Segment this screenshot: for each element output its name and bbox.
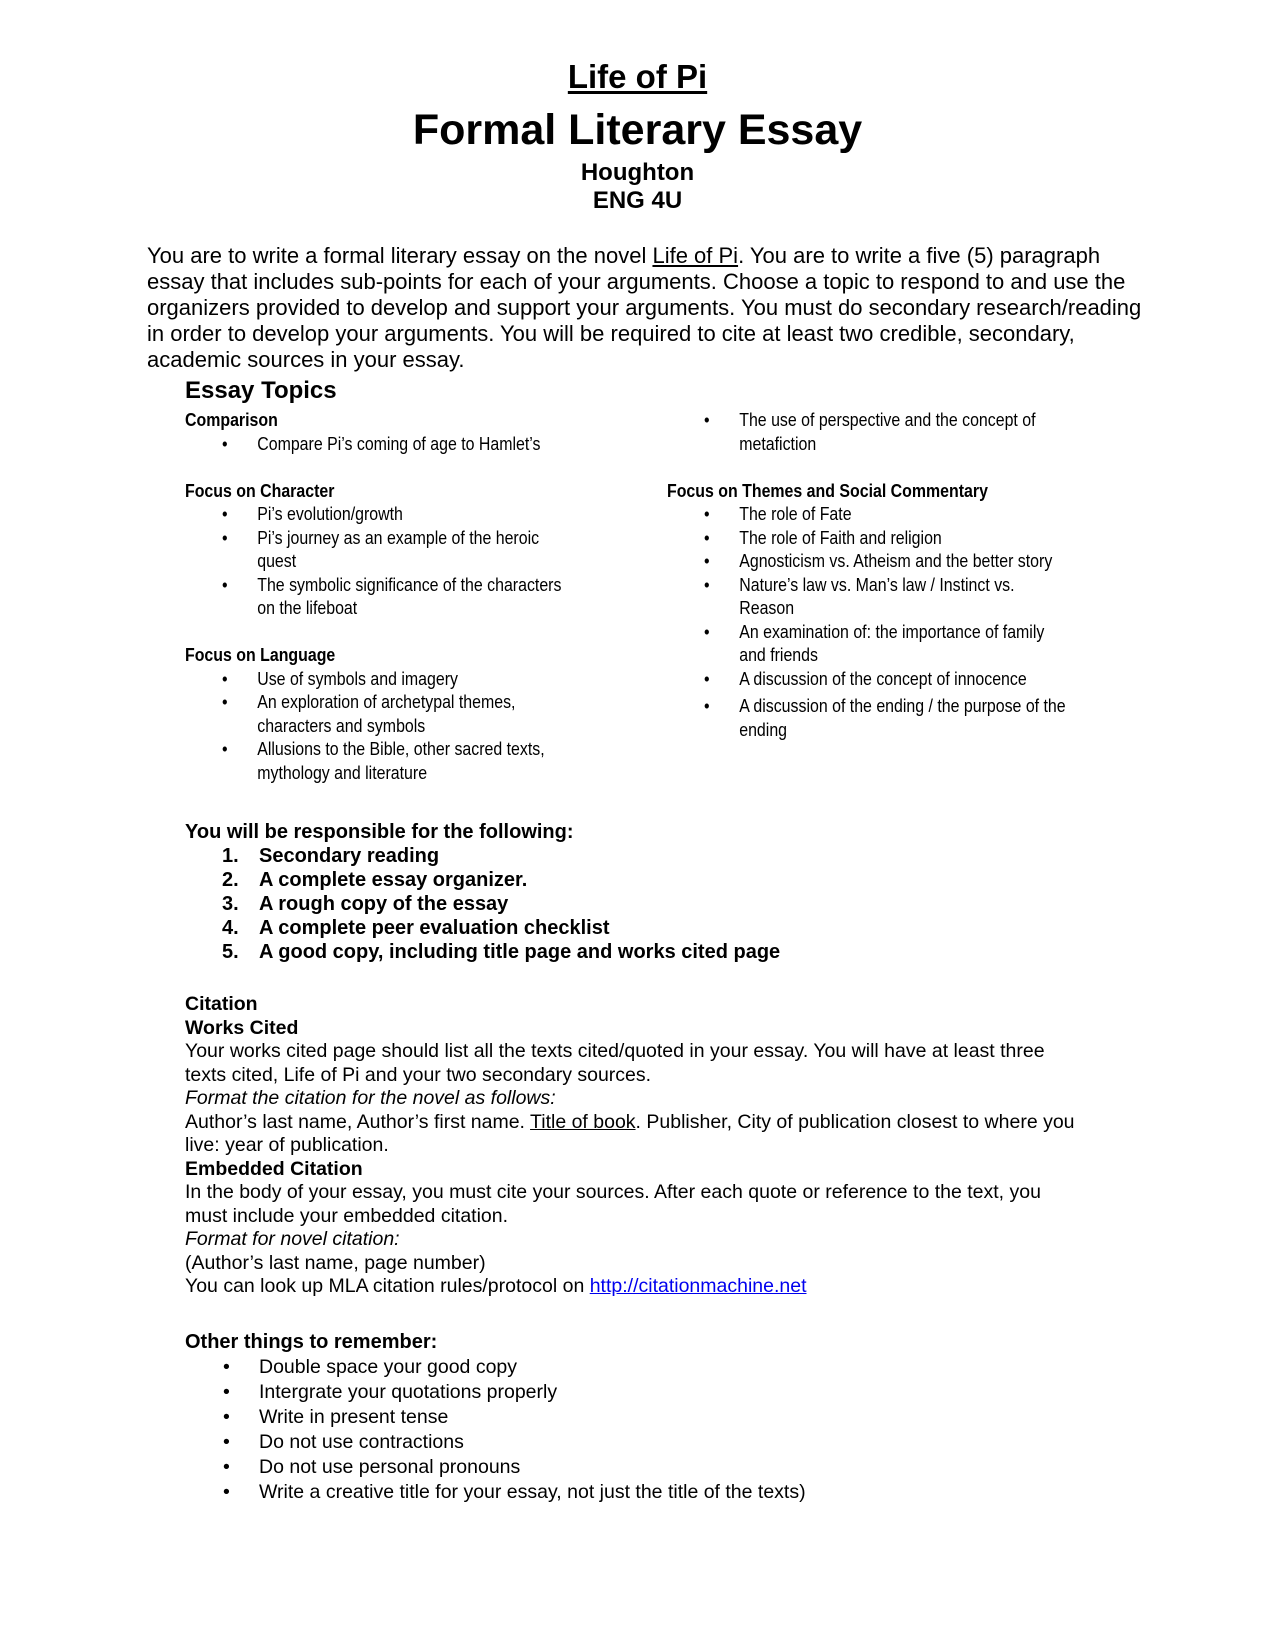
list-item: • Double space your good copy xyxy=(185,1355,1085,1380)
other-things-heading: Other things to remember: xyxy=(185,1331,438,1353)
citation-heading: Citation xyxy=(185,993,258,1015)
citation-format: Author’s last name, Author’s first name. Title of book. Publisher, City of publication closest to where you live: year of publication. xyxy=(185,1110,1075,1156)
responsibilities-list xyxy=(185,844,780,964)
list-item: • Allusions to the Bible, other sacred texts, mythology and literature xyxy=(185,737,581,784)
comparison-list-continued xyxy=(667,408,1071,455)
list-item: • The role of Fate xyxy=(667,502,1071,526)
works-cited-heading: Works Cited xyxy=(185,1016,299,1039)
essay-topics-heading: Essay Topics xyxy=(185,377,337,404)
list-item: 4. A complete peer evaluation checklist xyxy=(222,917,610,939)
lookup-line: You can look up MLA citation rules/protocol on http://citationmachine.net xyxy=(185,1275,807,1297)
citation-section xyxy=(185,993,1085,1299)
themes-list xyxy=(667,502,1071,741)
list-item: 3. A rough copy of the essay xyxy=(222,893,509,915)
document-title: Life of Pi xyxy=(567,58,708,95)
intro-paragraph: You are to write a formal literary essay on the novel Life of Pi. You are to write a five (5) paragraph essay that includes sub-points for each of your arguments. Choose a topic to respond to and use the organizers provided to develop and support your arguments. You must do secondary research/reading in order to develop your arguments. You will be required to cite at least two credible, secondary, academic sources in your essay. xyxy=(147,243,1142,372)
course-code: ENG 4U xyxy=(592,187,683,214)
works-cited-text: Your works cited page should list all the texts cited/quoted in your essay. You will have at least three texts cited, Life of Pi and your two secondary sources. xyxy=(185,1040,1045,1086)
format-embedded-label: Format for novel citation: xyxy=(185,1228,400,1250)
topics-right-column xyxy=(667,408,1071,741)
responsibilities-section xyxy=(185,820,780,964)
themes-heading: Focus on Themes and Social Commentary xyxy=(667,479,988,501)
responsibilities-heading: You will be responsible for the following: xyxy=(185,821,574,843)
embedded-example: (Author’s last name, page number) xyxy=(185,1251,486,1274)
list-item: • An exploration of archetypal themes, characters and symbols xyxy=(185,690,581,737)
list-item: 5. A good copy, including title page and works cited page xyxy=(222,941,781,963)
teacher-course-block xyxy=(0,159,1275,215)
other-things-section xyxy=(185,1330,1085,1505)
list-item: • Nature’s law vs. Man’s law / Instinct vs. Reason xyxy=(667,573,1071,620)
embedded-citation-heading: Embedded Citation xyxy=(185,1157,363,1180)
topics-left-column xyxy=(185,408,581,784)
language-list xyxy=(185,667,581,785)
list-item: • Do not use personal pronouns xyxy=(185,1455,1085,1480)
list-item: • Intergrate your quotations properly xyxy=(185,1380,1085,1405)
comparison-list xyxy=(185,432,581,456)
teacher-name: Houghton xyxy=(580,159,695,186)
list-item: • The role of Faith and religion xyxy=(667,526,1071,550)
list-item: 2. A complete essay organizer. xyxy=(222,869,528,891)
language-heading: Focus on Language xyxy=(185,644,336,665)
list-item: • An examination of: the importance of family and friends xyxy=(667,620,1071,667)
character-list xyxy=(185,502,581,620)
comparison-heading: Comparison xyxy=(185,409,278,430)
format-novel-label: Format the citation for the novel as follows: xyxy=(185,1087,556,1109)
list-item: • Compare Pi’s coming of age to Hamlet’s xyxy=(185,432,581,456)
list-item: • Write in present tense xyxy=(185,1405,1085,1430)
character-heading: Focus on Character xyxy=(185,479,335,501)
list-item: • Do not use contractions xyxy=(185,1430,1085,1455)
list-item: • Pi’s evolution/growth xyxy=(185,502,581,526)
list-item: • The symbolic significance of the characters on the lifeboat xyxy=(185,573,581,620)
list-item: • Write a creative title for your essay, not just the title of the texts) xyxy=(185,1480,1085,1505)
list-item: • Agnosticism vs. Atheism and the better story xyxy=(667,549,1071,573)
novel-title: Life of Pi xyxy=(652,243,739,268)
list-item: • The use of perspective and the concept of metafiction xyxy=(667,408,1071,455)
list-item: • A discussion of the ending / the purpose of the ending xyxy=(667,694,1071,741)
other-things-list xyxy=(185,1355,1085,1505)
document-subtitle: Formal Literary Essay xyxy=(412,106,863,154)
list-item: 1. Secondary reading xyxy=(222,845,440,867)
embedded-citation-text: In the body of your essay, you must cite your sources. After each quote or reference to the text, you must include your embedded citation. xyxy=(185,1181,1041,1227)
list-item: • Pi’s journey as an example of the heroic quest xyxy=(185,526,581,573)
list-item: • A discussion of the concept of innocence xyxy=(667,667,1071,691)
list-item: • Use of symbols and imagery xyxy=(185,667,581,691)
citation-machine-link[interactable]: http://citationmachine.net xyxy=(589,1275,807,1297)
